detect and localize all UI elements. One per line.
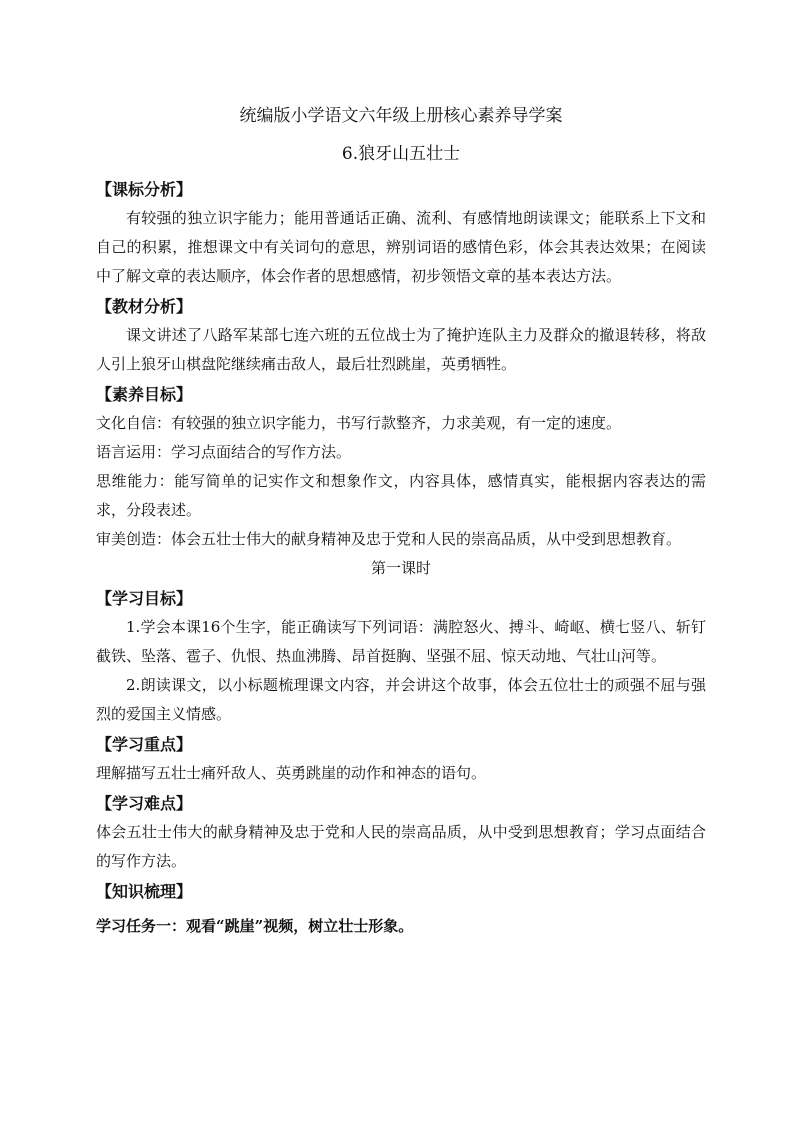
mubiao-item-2: 2.朗读课文，以小标题梳理课文内容，并会讲这个故事，体会五位壮士的顽强不屈与强烈的爱国主义情感。 xyxy=(96,676,706,723)
section-header-mubiao: 【学习目标】 xyxy=(96,589,193,608)
nandian-text: 体会五壮士伟大的献身精神及忠于党和人民的崇高品质，从中受到思想教育；学习点面结合的写作方法。 xyxy=(96,823,706,870)
suyang-line-culture: 文化自信：有较强的独立识字能力，书写行款整齐，力求美观，有一定的速度。 xyxy=(96,414,622,432)
lesson-period-title: 第一课时 xyxy=(370,559,431,577)
zhongdian-text: 理解描写五壮士痛歼敌人、英勇跳崖的动作和神态的语句。 xyxy=(96,764,487,782)
document-title: 统编版小学语文六年级上册核心素养导学案 xyxy=(239,106,563,126)
kebiao-text: 有较强的独立识字能力；能用普通话正确、流利、有感情地朗读课文；能联系上下文和自己的积累，推想课文中有关词句的意思，辨别词语的感情色彩，体会其表达效果；在阅读中了解文章的表达顺序，体会作者的思想感情，初步领悟文章的基本表达方法。 xyxy=(96,209,706,285)
suyang-line-aesthetic: 审美创造：体会五壮士伟大的献身精神及忠于党和人民的崇高品质，从中受到思想教育。 xyxy=(96,530,682,548)
section-header-nandian: 【学习难点】 xyxy=(96,794,193,813)
learning-task-1: 学习任务一：观看“跳崖”视频，树立壮士形象。 xyxy=(96,917,414,935)
section-header-jiaocai: 【教材分析】 xyxy=(96,297,193,316)
section-header-kebiao: 【课标分析】 xyxy=(96,180,193,199)
mubiao-item-1: 1.学会本课16个生字，能正确读写下列词语：满腔怒火、搏斗、崎岖、横七竖八、斩钉截铁、坠落、雹子、仇恨、热血沸腾、昂首挺胸、坚强不屈、惊天动地、气壮山河等。 xyxy=(96,618,706,665)
lesson-title: 6.狼牙山五壮士 xyxy=(341,144,461,164)
document-page xyxy=(96,100,706,942)
jiaocai-text: 课文讲述了八路军某部七连六班的五位战士为了掩护连队主力及群众的撤退转移，将敌人引上狼牙山棋盘陀继续痛击敌人，最后壮烈跳崖，英勇牺牲。 xyxy=(96,326,706,373)
suyang-line-language: 语言运用：学习点面结合的写作方法。 xyxy=(96,443,352,461)
suyang-line-thinking: 思维能力：能写简单的记实作文和想象作文，内容具体，感情真实，能根据内容表达的需求，分段表述。 xyxy=(96,472,706,519)
section-header-suyang: 【素养目标】 xyxy=(96,385,193,404)
section-header-zhongdian: 【学习重点】 xyxy=(96,735,193,754)
section-header-shuli: 【知识梳理】 xyxy=(96,882,193,901)
